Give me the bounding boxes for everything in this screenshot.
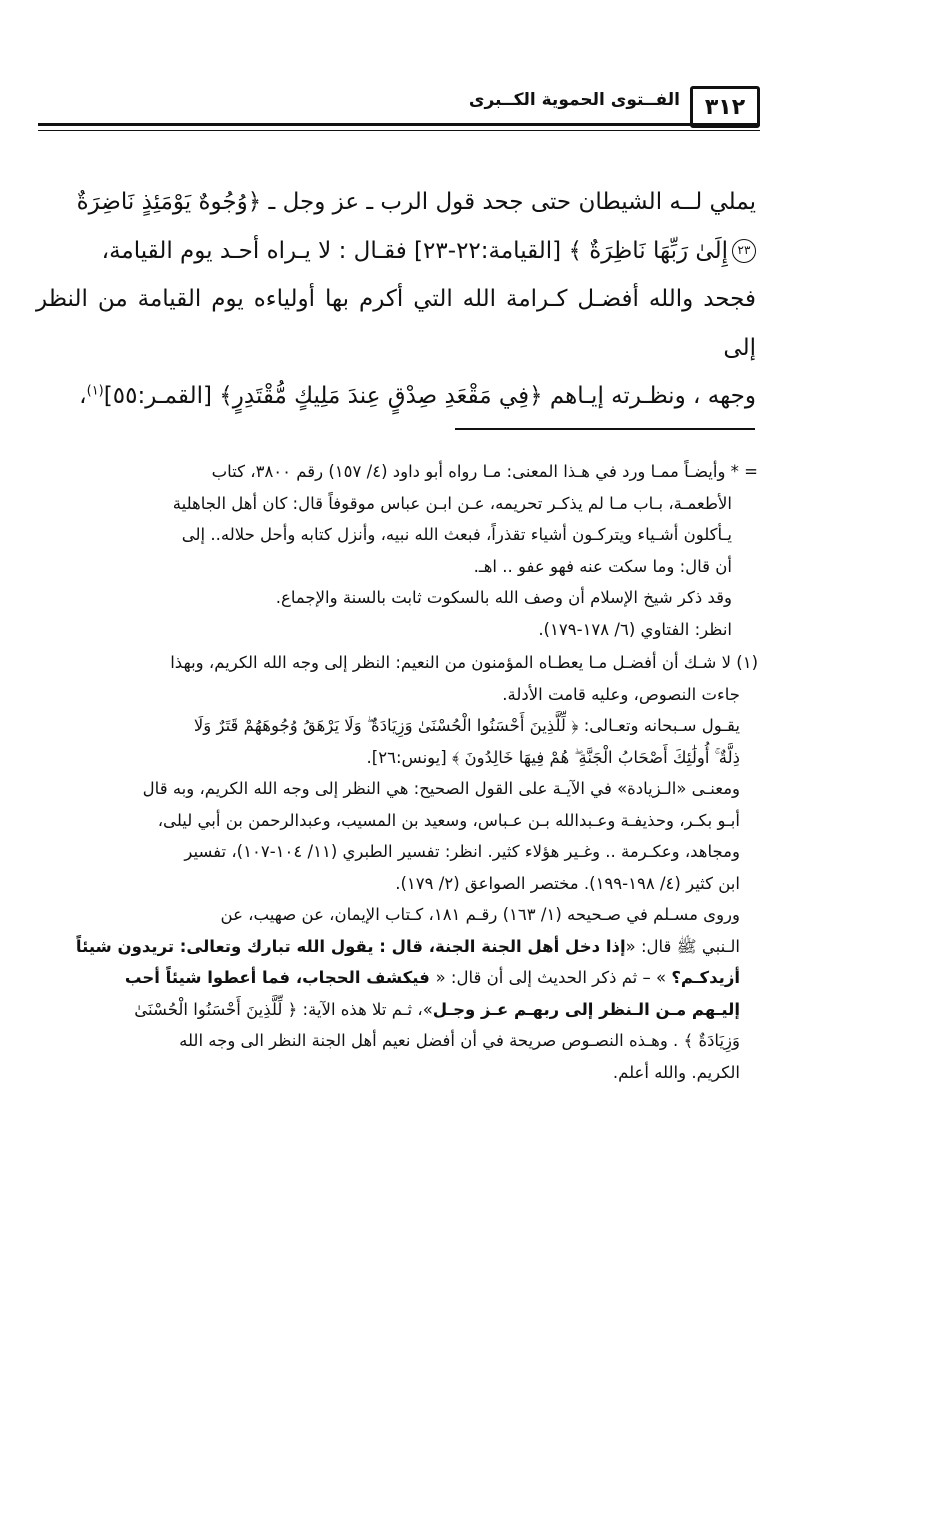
footnote-line: انظر: الفتاوي (٦/ ١٧٨-١٧٩). — [538, 619, 732, 639]
footnote-1 — [36, 647, 758, 1088]
footnote-line: وقد ذكر شيخ الإسلام أن وصف الله بالسكوت ثابت بالسنة والإجماع. — [275, 588, 732, 607]
footnote-line: أزيدكـم؟ » – ثم ذكر الحديث إلى أن قال: « فيكشف الحجاب، فما أعطوا شيئاً أحب — [124, 968, 740, 987]
footnote-continued — [36, 456, 758, 645]
footnote-line: يـأكلون أشـياء ويتركـون أشياء تقذراً، فبعث الله نبيه، وأنزل كتابه وأحل حلاله.. إلى — [181, 525, 732, 544]
hadith-text: إليـهم مـن الـنظر إلى ربهـم عـز وجـل — [432, 999, 740, 1019]
footnote-line: الـنبي ﷺ قال: «إذا دخل أهل الجنة الجنة، قال : يقول الله تبارك وتعالى: تريدون شيئاً — [75, 936, 740, 956]
footnote-line: الكريم. والله أعلم. — [612, 1062, 740, 1082]
main-line: يملي لــه الشيطان حتى جحد قول الرب ـ عز وجل ـ ﴿وُجُوهٌ يَوْمَئِذٍ نَاضِرَةٌ — [76, 189, 756, 215]
page-number: ٣١٢ — [690, 86, 760, 128]
footnote-line: = * وأيضـاً ممـا ورد في هـذا المعنى: مـا رواه أبو داود (٤/ ١٥٧) رقم ٣٨٠٠، كتاب — [211, 462, 758, 481]
footnote-line: إليـهم مـن الـنظر إلى ربهـم عـز وجـل»، ثـم تلا هذه الآية: ﴿ لِّلَّذِينَ أَحْسَنُوا الْحُسْنَىٰ — [134, 999, 740, 1019]
footnotes — [36, 456, 758, 1088]
footnote-line: ومعنـى «الـزيادة» في الآيـة على القول الصحيح: هي النظر إلى وجه الله الكريم، وبه قال — [142, 779, 740, 798]
footnote-line: يقـول سـبحانه وتعـالى: ﴿ لِّلَّذِينَ أَحْسَنُوا الْحُسْنَىٰ وَزِيَادَةٌ ۖ وَلَا يَرْهَقُ وُجُوهَهُمْ قَتَرٌ وَلَا — [193, 716, 740, 735]
footnote-line: جاءت النصوص، وعليه قامت الأدلة. — [502, 684, 740, 704]
footnote-line: أن قال: وما سكت عنه فهو عفو .. اهـ. — [473, 556, 732, 576]
footnote-line: الأطعمـة، بـاب مـا لم يذكـر تحريمه، عـن ابـن عباس موقوفاً قال: كان أهل الجاهلية — [172, 493, 732, 513]
running-header — [38, 86, 760, 126]
footnote-line: ومجاهد، وعكـرمة .. وغـير هؤلاء كثير. انظر: تفسير الطبري (١١/ ١٠٤-١٠٧)، تفسير — [184, 842, 740, 861]
footnote-separator — [455, 428, 755, 430]
main-line: فجحد والله أفضـل كـرامة الله التي أكرم بها أولياءه يوم القيامة من النظر إلى — [36, 286, 756, 361]
ayah-number-icon: ٢٣ — [732, 239, 756, 263]
main-line: وجهه ، ونظـرته إيـاهم ﴿فِي مَقْعَدِ صِدْقٍ عِندَ مَلِيكٍ مُّقْتَدِرٍ﴾ [القمـر:٥٥]$^{(١)}$، — [79, 383, 756, 409]
footnote-line: ذِلَّةٌ ۚ أُولَٰئِكَ أَصْحَابُ الْجَنَّةِ ۖ هُمْ فِيهَا خَالِدُونَ ﴾ [يونس:٢٦]. — [366, 747, 740, 767]
footnote-line: أبـو بكـر، وحذيفـة وعـبدالله بـن عـباس، وسعيد بن المسيب، وعبدالرحمن بن أبي ليلى، — [157, 810, 740, 830]
main-text — [36, 178, 756, 421]
main-line: ٢٣إِلَىٰ رَبِّهَا نَاظِرَةٌ ﴾ [القيامة:٢٢-٢٣] فقـال : لا يـراه أحـد يوم القيامة، — [36, 227, 756, 276]
hadith-text: فيكشف الحجاب، فما أعطوا شيئاً أحب — [124, 968, 436, 987]
running-title: الفــتوى الحموية الكــبرى — [468, 90, 680, 110]
footnote-line: وروى مسـلم في صـحيحه (١/ ١٦٣) رقـم ١٨١، كـتاب الإيمان، عن صهيب، عن — [220, 905, 740, 924]
header-rule — [38, 123, 760, 126]
header-rule-thin — [38, 130, 760, 131]
footnote-line: وَزِيَادَةٌ ﴾ . وهـذه النصـوص صريحة في أن أفضل نعيم أهل الجنة النظر الى وجه الله — [179, 1031, 740, 1050]
footnote-marker[interactable]: (١) — [86, 383, 104, 399]
footnote-line: (١) لا شـك أن أفضـل مـا يعطـاه المؤمنون من النعيم: النظر إلى وجه الله الكريم، وبهذا — [170, 653, 758, 672]
hadith-text: أزيدكـم؟ — [671, 968, 740, 987]
hadith-text: إذا دخل أهل الجنة الجنة، قال : يقول الله تبارك وتعالى: تريدون شيئاً — [75, 936, 626, 956]
footnote-line: ابن كثير (٤/ ١٩٨-١٩٩). مختصر الصواعق (٢/ ١٧٩). — [395, 873, 740, 893]
